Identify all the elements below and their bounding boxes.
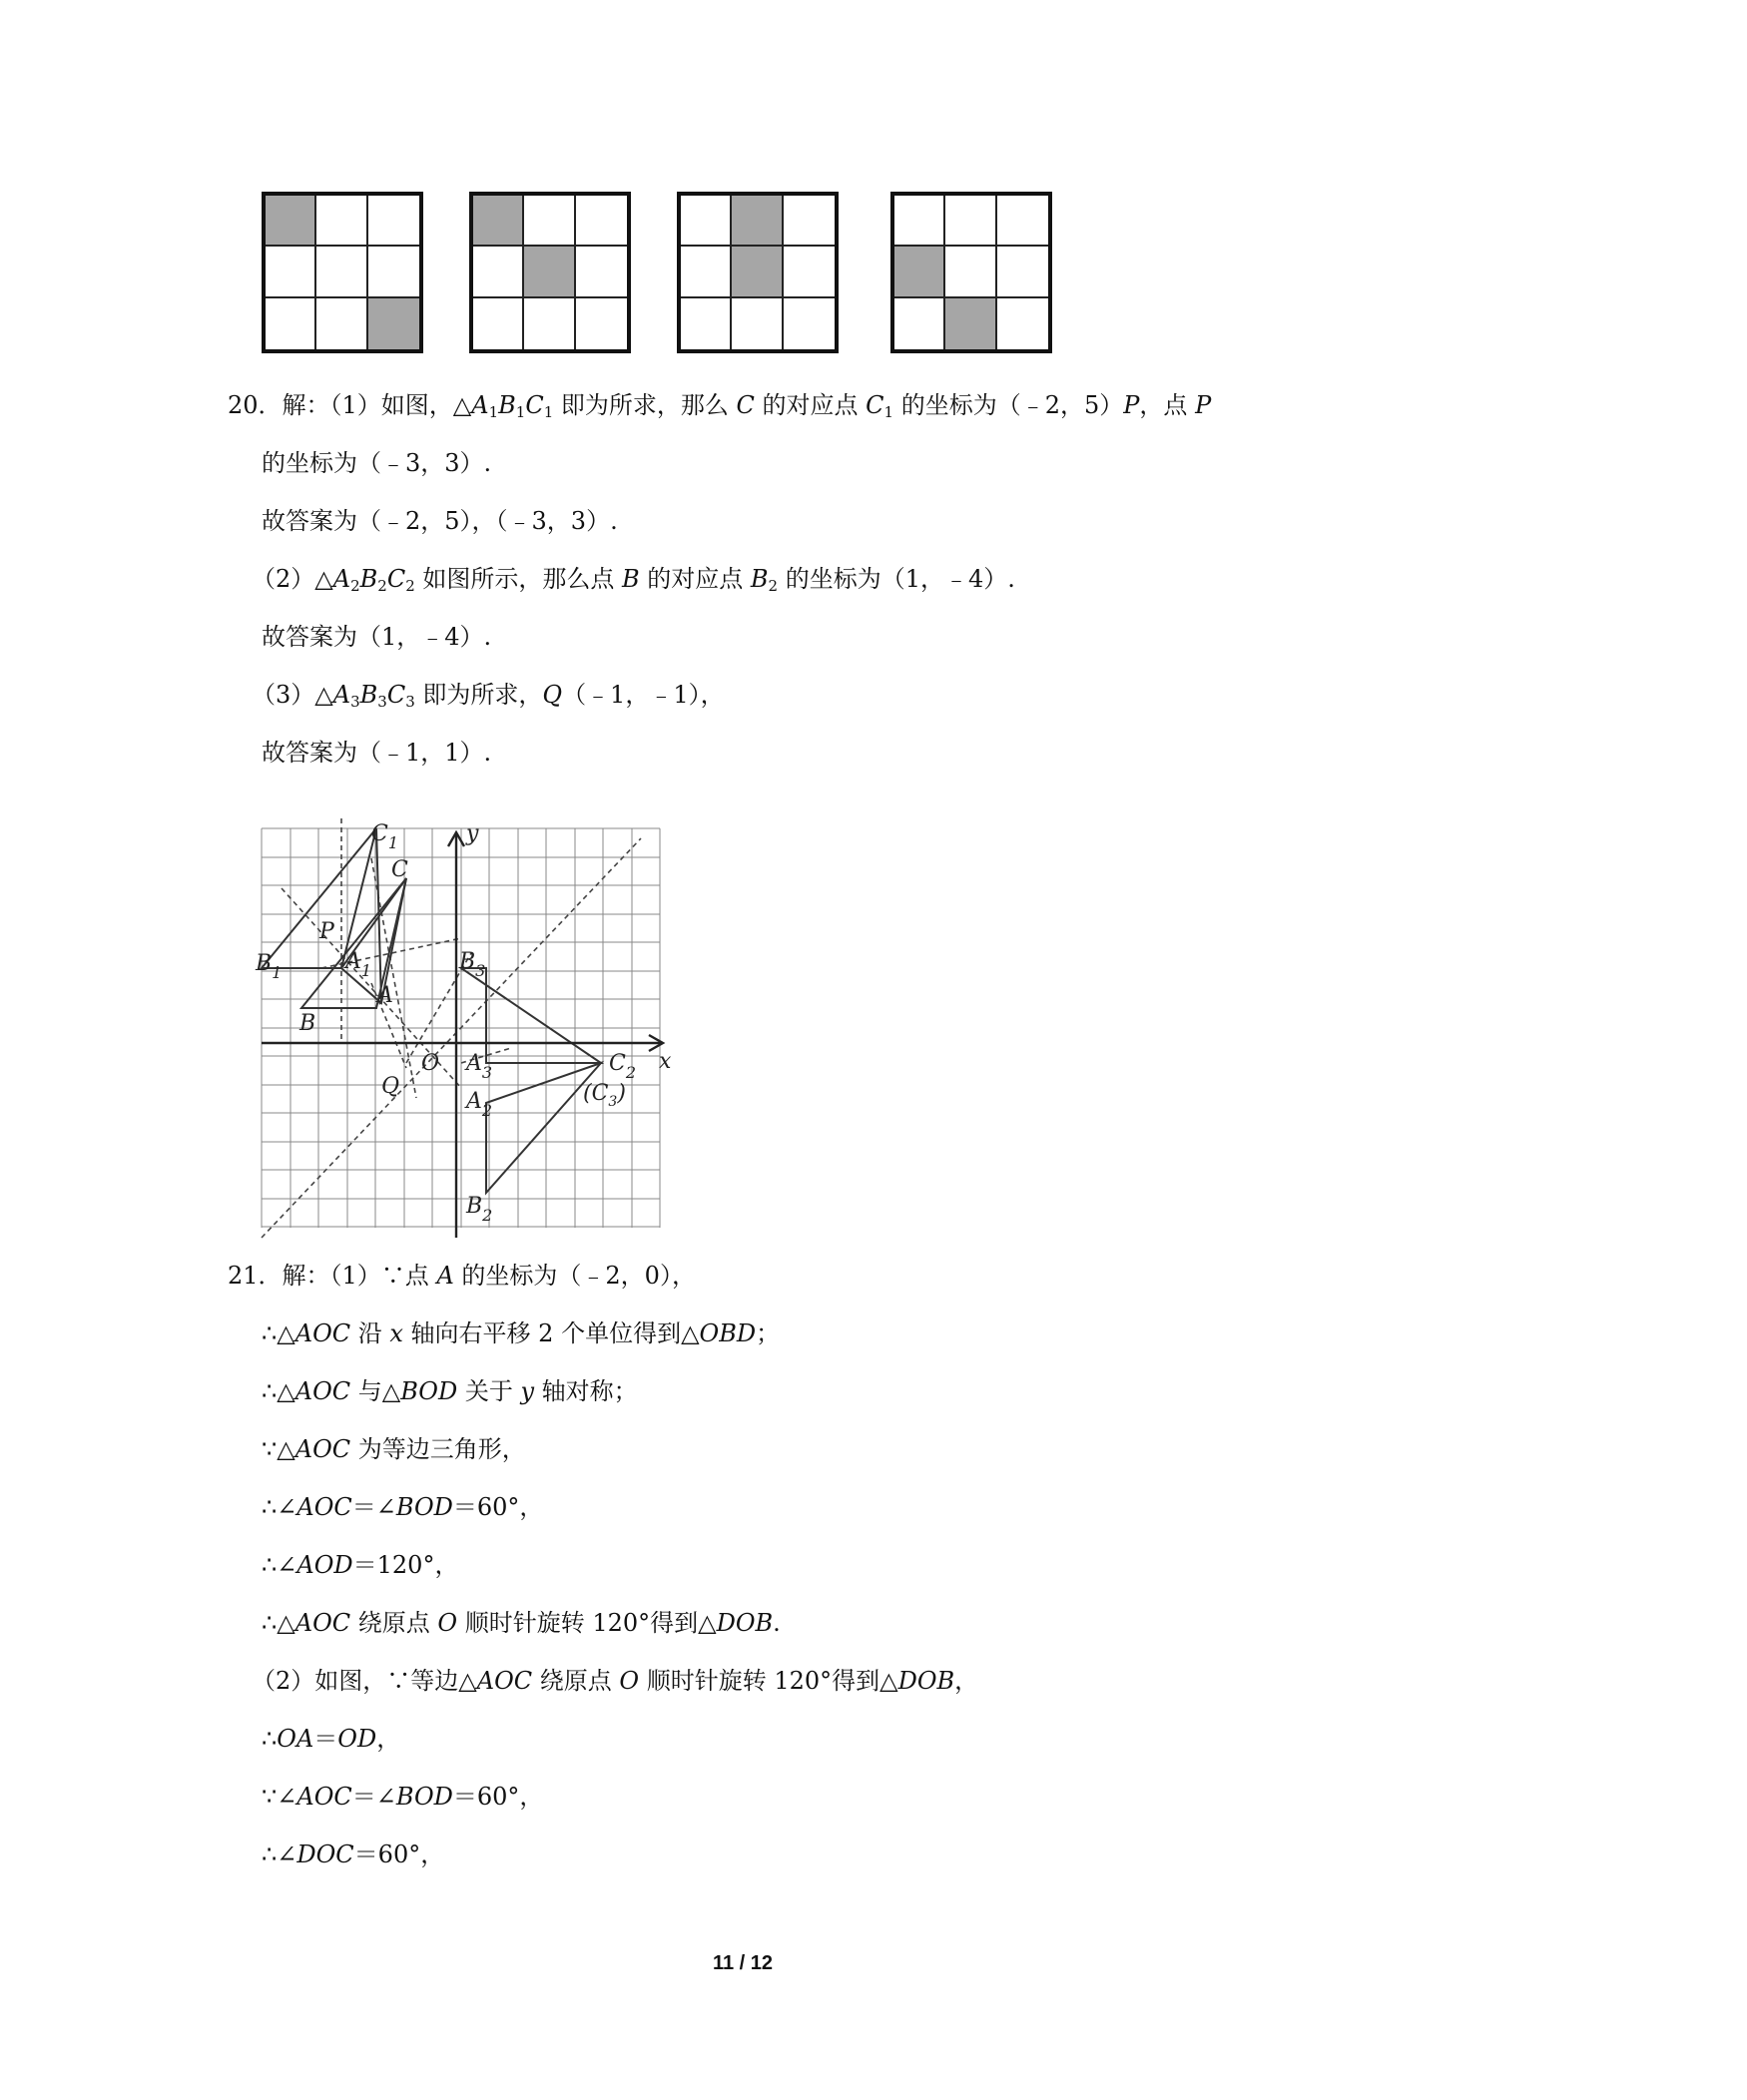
point-c2-label: $C_2$: [609, 1051, 637, 1082]
point-b3-label: $B_3$: [459, 949, 486, 980]
grid-cell: [524, 247, 575, 297]
grid-cell: [576, 298, 627, 349]
grid-cell: [316, 196, 367, 247]
q21-line-1: 21．解：（1）∵点 A 的坐标为（﹣2，0），: [228, 1262, 696, 1290]
q21-line-3: ∴△AOC 与△BOD 关于 y 轴对称；: [262, 1377, 638, 1405]
point-c1-label: $C_1$: [371, 821, 399, 852]
grid-cell: [576, 196, 627, 247]
grid-cell: [997, 196, 1048, 247]
grid-cell: [576, 247, 627, 297]
coordinate-figure: [256, 818, 681, 1238]
grid-cell: [316, 298, 367, 349]
grid-cell: [681, 247, 732, 297]
grid-cell: [894, 247, 945, 297]
q20-line-4: $(2)\triangle A_2B_2C_2$ 如图所示，那么点 B 的对应点 $B_2$ 的坐标为（1，﹣4）.: [252, 565, 1015, 595]
grid-cell: [368, 196, 419, 247]
x-axis-label: x: [659, 1049, 672, 1074]
grid-cell: [266, 298, 316, 349]
point-a3-label: $A_3$: [466, 1051, 493, 1082]
page-number: 11 / 12: [712, 1952, 774, 1974]
point-q-label: Q: [381, 1074, 400, 1099]
point-b-label: B: [299, 1011, 316, 1036]
grid-cell: [524, 298, 575, 349]
grid-cell: [368, 247, 419, 297]
q21-line-8: （2）如图，∵等边△AOC 绕原点 O 顺时针旋转 120°得到△DOB，: [252, 1667, 979, 1695]
grid-cell: [894, 298, 945, 349]
grid-cell: [524, 196, 575, 247]
point-c3-label: $(C_3)$: [583, 1081, 626, 1110]
point-p-label: P: [319, 919, 334, 944]
q21-line-7: ∴△AOC 绕原点 O 顺时针旋转 120°得到△DOB.: [262, 1609, 781, 1637]
origin-label: O: [421, 1051, 440, 1076]
q21-line-2: ∴△AOC 沿 x 轴向右平移 2 个单位得到△OBD；: [262, 1319, 781, 1347]
grid-cell: [681, 298, 732, 349]
grid-cell: [945, 247, 996, 297]
q21-line-4: ∵△AOC 为等边三角形，: [262, 1435, 526, 1463]
q21-line-10: ∵∠AOC＝∠BOD＝60°，: [262, 1783, 544, 1811]
grid-cell: [784, 247, 835, 297]
q20-line-7: 故答案为（﹣1，1）.: [262, 739, 492, 767]
q20-line-1: 20．解：（1）如图，$\triangle A_1B_1C_1$ 即为所求，那么 C 的对应点 $C_1$ 的坐标为（﹣2，5）P，点 P: [228, 391, 1212, 421]
grid-cell: [732, 247, 783, 297]
grid-cell: [784, 298, 835, 349]
q21-line-5: ∴∠AOC＝∠BOD＝60°，: [262, 1493, 544, 1521]
q21-line-6: ∴∠AOD＝120°，: [262, 1551, 459, 1579]
grid-cell: [316, 247, 367, 297]
q21-line-9: ∴OA＝OD，: [262, 1725, 401, 1753]
grid-cell: [266, 247, 316, 297]
grid-figure-1: [262, 192, 423, 353]
grid-cell: [945, 298, 996, 349]
q20-line-5: 故答案为（1，﹣4）.: [262, 623, 492, 651]
grid-figure-4: [890, 192, 1052, 353]
grid-cell: [997, 247, 1048, 297]
point-a-label: A: [377, 983, 393, 1008]
point-b2-label: $B_2$: [466, 1194, 493, 1225]
q21-line-11: ∴∠DOC＝60°，: [262, 1840, 445, 1868]
point-a1-label: $A_1$: [345, 949, 372, 980]
grid-cell: [732, 298, 783, 349]
y-axis-label: y: [466, 821, 479, 846]
grid-figure-2: [469, 192, 631, 353]
grid-cell: [784, 196, 835, 247]
grid-cell: [473, 196, 524, 247]
grid-cell: [732, 196, 783, 247]
point-a2-label: $A_2$: [466, 1089, 493, 1120]
grid-cell: [894, 196, 945, 247]
q20-line-3: 故答案为（﹣2，5），（﹣3，3）.: [262, 507, 618, 535]
grid-cell: [266, 196, 316, 247]
grid-cell: [681, 196, 732, 247]
grid-cell: [368, 298, 419, 349]
grid-cell: [473, 298, 524, 349]
q20-line-6: $(3)\triangle A_3B_3C_3$ 即为所求，Q（﹣1，﹣1），: [252, 681, 725, 711]
grid-figure-3: [677, 192, 839, 353]
q20-line-2: 的坐标为（﹣3，3）.: [262, 449, 492, 477]
grid-cell: [473, 247, 524, 297]
point-b1-label: $B_1$: [256, 951, 283, 982]
point-c-label: C: [391, 857, 408, 882]
grid-cell: [997, 298, 1048, 349]
grid-cell: [945, 196, 996, 247]
